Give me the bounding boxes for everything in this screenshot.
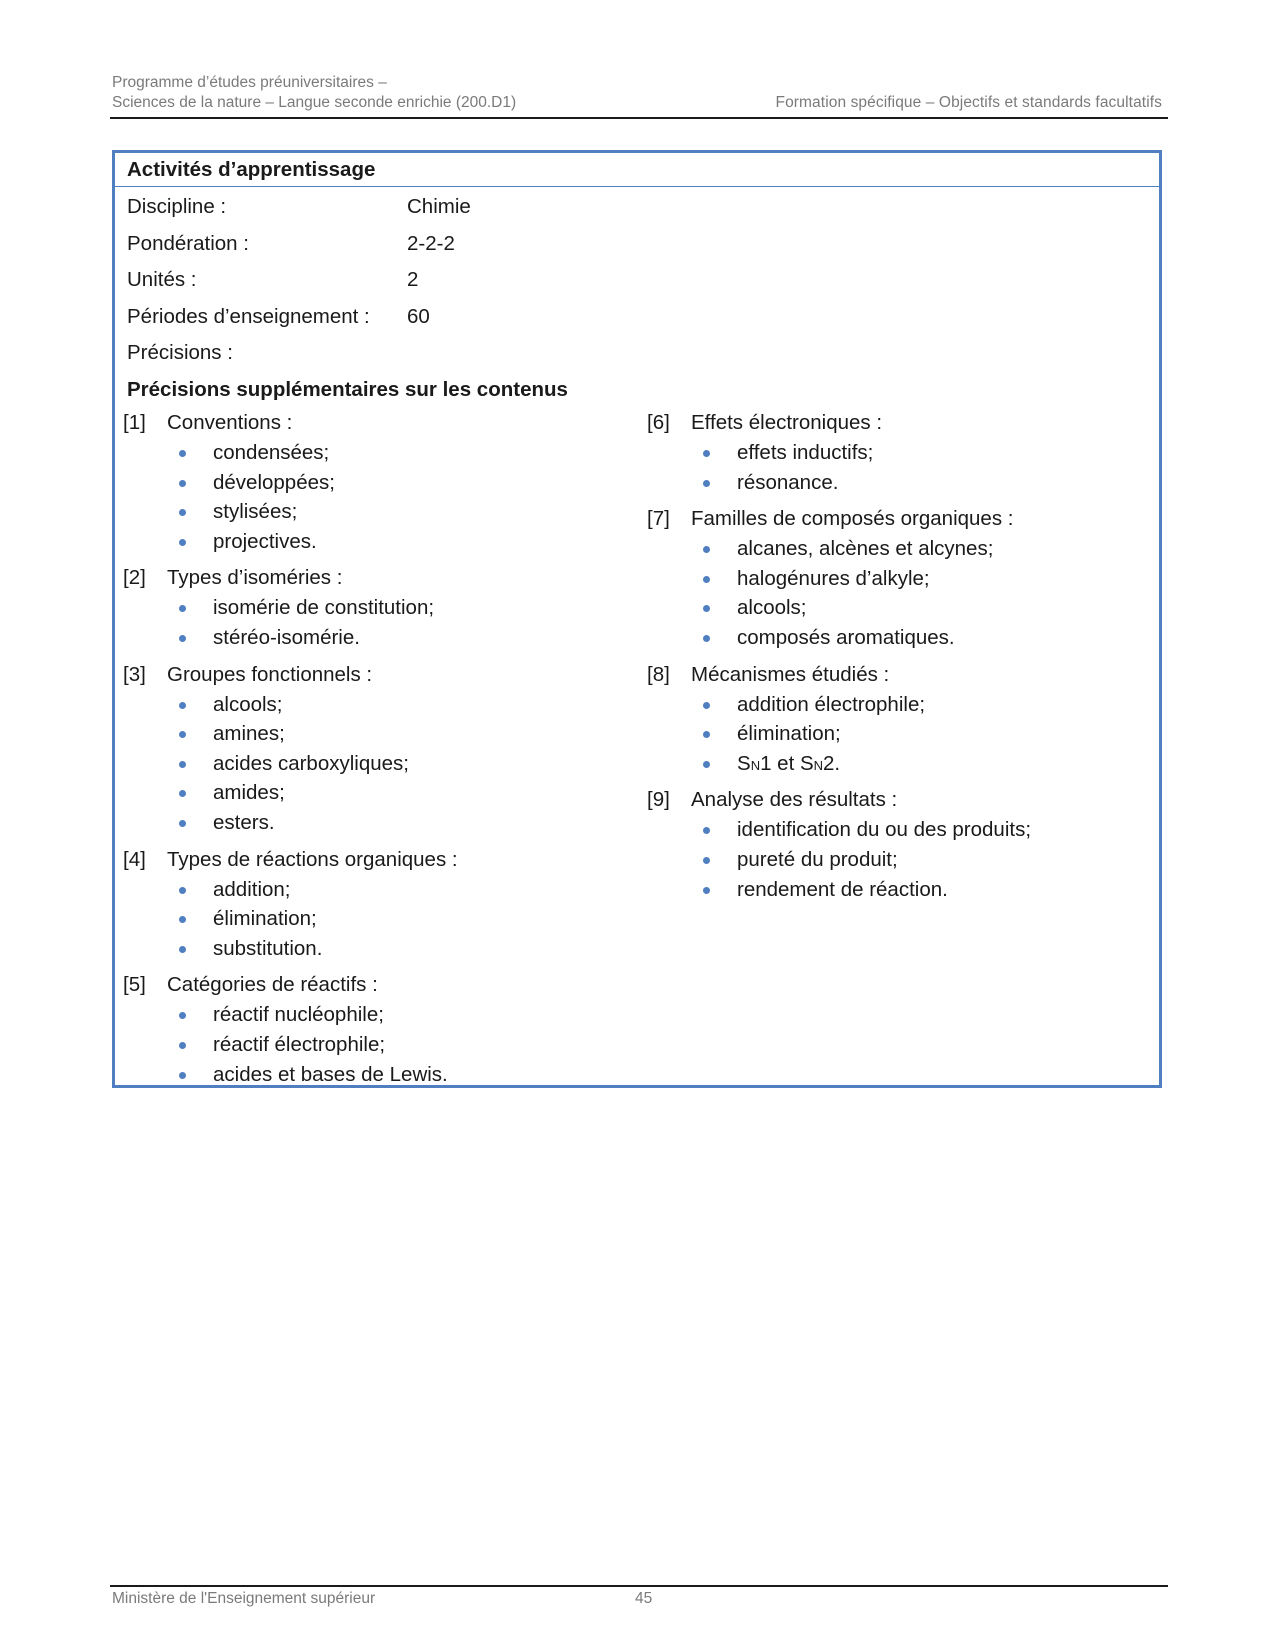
bullet-icon <box>179 509 186 516</box>
list-item-text: développées; <box>213 470 335 494</box>
content-group <box>123 845 623 964</box>
group-number: [6] <box>647 411 670 434</box>
list-item <box>123 690 623 720</box>
content-group <box>647 504 1147 652</box>
group-number: [2] <box>123 566 146 590</box>
list-item <box>123 719 623 749</box>
list-item-text: acides carboxyliques; <box>213 751 409 775</box>
group-number: [9] <box>647 788 670 812</box>
group-heading <box>647 408 1147 438</box>
bullet-icon <box>179 450 186 457</box>
list-item <box>123 1060 623 1090</box>
list-item-text: identification du ou des produits; <box>737 818 1032 842</box>
list-item-text: projectives. <box>213 529 317 553</box>
group-title: Familles de composés organiques : <box>691 507 1014 531</box>
list-item-text: élimination; <box>737 722 841 746</box>
discipline-value: Chimie <box>407 195 471 218</box>
list-item <box>123 934 623 964</box>
bullet-icon <box>703 546 710 553</box>
discipline-label: Discipline : <box>127 195 227 218</box>
list-item <box>123 1030 623 1060</box>
bullet-icon <box>703 576 710 583</box>
list-item-text: addition électrophile; <box>737 692 926 716</box>
list-item <box>647 623 1147 653</box>
group-heading <box>123 563 623 593</box>
list-item-text: stéréo-isomérie. <box>213 625 360 649</box>
list-item-text: acides et bases de Lewis. <box>213 1062 448 1086</box>
list-item-text: esters. <box>213 810 275 834</box>
list-item-text: alcools; <box>737 596 807 620</box>
ponderation-label: Pondération : <box>127 231 249 255</box>
header-program <box>112 73 516 113</box>
bullet-icon <box>703 605 710 612</box>
sn-s1: S <box>737 751 751 775</box>
bullet-icon <box>703 480 710 487</box>
list-item <box>647 438 1147 468</box>
list-item <box>647 468 1147 498</box>
bullet-icon <box>179 946 186 953</box>
bullet-icon <box>703 702 710 709</box>
content-group <box>123 408 623 556</box>
list-item-text: résonance. <box>737 470 839 494</box>
list-item <box>123 497 623 527</box>
bullet-icon <box>179 731 186 738</box>
list-item <box>123 904 623 934</box>
list-item-text: pureté du produit; <box>737 847 898 871</box>
list-item <box>123 1000 623 1030</box>
content-group <box>647 408 1147 497</box>
group-number: [1] <box>123 411 146 434</box>
footer-ministry: Ministère de l'Enseignement supérieur <box>112 1590 376 1607</box>
group-number: [8] <box>647 662 670 686</box>
bullet-icon <box>703 857 710 864</box>
group-number: [5] <box>123 973 146 997</box>
bullet-icon <box>703 450 710 457</box>
list-item <box>647 690 1147 720</box>
list-item-text: halogénures d’alkyle; <box>737 566 930 590</box>
box-title: Activités d’apprentissage <box>115 153 1159 187</box>
precisions-label: Précisions : <box>127 341 233 364</box>
header-line-2: Sciences de la nature – Langue seconde enrichie (200.D1) <box>112 94 517 111</box>
list-item-text: réactif nucléophile; <box>213 1003 384 1027</box>
bullet-icon <box>179 480 186 487</box>
list-item-text: condensées; <box>213 441 330 464</box>
group-heading <box>123 970 623 1000</box>
list-item <box>647 534 1147 564</box>
bullet-icon <box>703 731 710 738</box>
unites-label: Unités : <box>127 268 197 291</box>
activities-box <box>112 150 1162 1088</box>
bullet-icon <box>179 790 186 797</box>
list-item <box>123 593 623 623</box>
list-item <box>123 623 623 653</box>
list-item <box>123 438 623 468</box>
list-item <box>123 875 623 905</box>
content-group <box>123 970 623 1089</box>
group-number: [4] <box>123 847 146 871</box>
list-item-text: amines; <box>213 722 285 746</box>
list-item-text: amides; <box>213 781 285 805</box>
bullet-icon <box>179 539 186 546</box>
group-number: [7] <box>647 507 670 531</box>
page-number: 45 <box>635 1590 653 1607</box>
supp-heading: Précisions supplémentaires sur les contenus <box>127 377 568 401</box>
bullet-icon <box>179 635 186 642</box>
list-item-text: addition; <box>213 877 291 901</box>
list-item-text: composés aromatiques. <box>737 625 955 649</box>
bullet-icon <box>179 605 186 612</box>
page-header <box>110 73 1168 119</box>
list-item <box>123 468 623 498</box>
group-heading <box>123 408 623 438</box>
group-title: Types de réactions organiques : <box>167 847 458 871</box>
group-heading <box>647 660 1147 690</box>
bullet-icon <box>703 635 710 642</box>
bullet-icon <box>179 761 186 768</box>
sn-mid: 1 et S <box>760 751 814 775</box>
list-item <box>123 778 623 808</box>
bullet-icon <box>179 1072 186 1079</box>
bullet-icon <box>703 827 710 834</box>
group-number: [3] <box>123 662 146 686</box>
list-item-text: alcools; <box>213 692 283 716</box>
list-item <box>647 719 1147 749</box>
content-group <box>123 660 623 838</box>
left-column <box>123 408 623 1096</box>
page-footer <box>110 1585 1168 1607</box>
list-item-text: réactif électrophile; <box>213 1032 386 1056</box>
list-item-text: effets inductifs; <box>737 441 874 464</box>
group-title: Types d’isoméries : <box>167 566 343 590</box>
group-title: Mécanismes étudiés : <box>691 662 890 686</box>
sn-n1: N <box>750 757 761 773</box>
list-item <box>123 808 623 838</box>
group-heading <box>647 785 1147 815</box>
list-item-text: isomérie de constitution; <box>213 596 435 620</box>
list-item <box>647 593 1147 623</box>
list-item <box>647 564 1147 594</box>
periodes-label: Périodes d’enseignement : <box>127 304 370 328</box>
bullet-icon <box>703 761 710 768</box>
group-heading <box>647 504 1147 534</box>
group-title: Analyse des résultats : <box>691 788 898 812</box>
list-item-text: stylisées; <box>213 500 298 524</box>
list-item-text: alcanes, alcènes et alcynes; <box>737 537 994 561</box>
group-heading <box>123 660 623 690</box>
list-item <box>647 749 1147 779</box>
bullet-icon <box>703 887 710 894</box>
sn-n2: N <box>813 757 824 773</box>
group-heading <box>123 845 623 875</box>
list-item-text: substitution. <box>213 936 323 960</box>
header-section: Formation spécifique – Objectifs et standards facultatifs <box>775 94 1162 111</box>
list-item <box>123 749 623 779</box>
group-title: Groupes fonctionnels : <box>167 662 373 686</box>
bullet-icon <box>179 1012 186 1019</box>
list-item-text: élimination; <box>213 907 317 931</box>
bullet-icon <box>179 887 186 894</box>
list-item <box>123 527 623 557</box>
header-line-1: Programme d’études préuniversitaires – <box>112 74 387 91</box>
bullet-icon <box>179 820 186 827</box>
list-item <box>647 875 1147 905</box>
list-item <box>647 815 1147 845</box>
unites-value: 2 <box>407 268 419 291</box>
bullet-icon <box>179 916 186 923</box>
right-column <box>647 408 1147 911</box>
group-title: Effets électroniques : <box>691 411 883 434</box>
ponderation-value: 2-2-2 <box>407 231 455 255</box>
content-group <box>123 563 623 652</box>
group-title: Conventions : <box>167 411 293 434</box>
group-title: Catégories de réactifs : <box>167 973 378 997</box>
list-item-text: rendement de réaction. <box>737 877 948 901</box>
list-item-text-sn <box>737 749 840 781</box>
bullet-icon <box>179 702 186 709</box>
content-group <box>647 660 1147 779</box>
bullet-icon <box>179 1042 186 1049</box>
sn-end: 2. <box>823 751 841 775</box>
list-item <box>647 845 1147 875</box>
content-group <box>647 785 1147 904</box>
periodes-value: 60 <box>407 304 430 328</box>
